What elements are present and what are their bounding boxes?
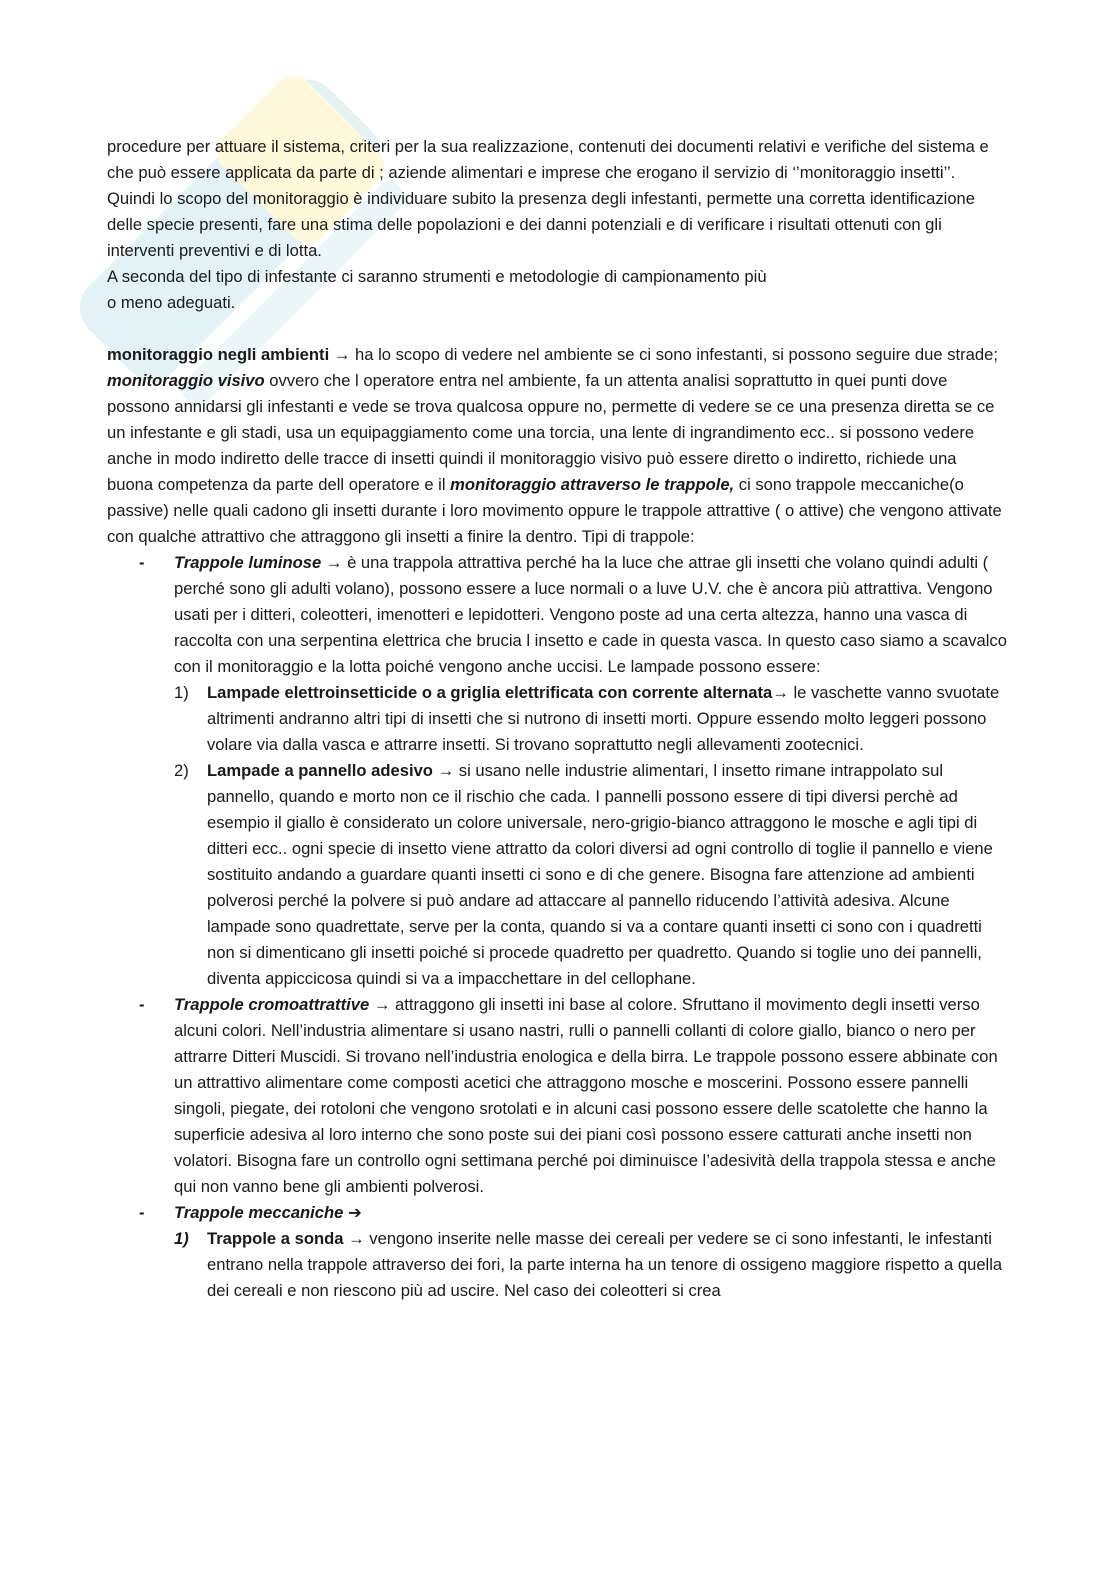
bullet-dash: -	[139, 1203, 145, 1222]
arrow-icon: →	[772, 683, 789, 702]
arrow-icon: →	[437, 761, 455, 780]
item-term: Lampade elettroinsetticide o a griglia elettrificata con corrente alternata	[207, 683, 773, 702]
bullet-dash: -	[139, 995, 145, 1014]
ambienti-paragraph	[107, 342, 1007, 550]
ambienti-text-2: ovvero che l operatore entra nel ambiente, fa un attenta analisi soprattutto in quei punti dove possono annidarsi gli infestanti e vede se trova qualcosa oppure no, permette di vedere se ce una presenza diretta se ce un infestante e gli stadi, usa un equipaggiamento come una torcia, una lente di ingrandimento ecc.. si possono vedere anche in modo indiretto delle tracce di insetti quindi il monitoraggio visivo può essere diretto o indiretto, richiede una buona competenza da parte dell operatore e il	[107, 371, 995, 494]
intro-paragraph-1: procedure per attuare il sistema, criteri per la sua realizzazione, contenuti dei documenti relativi e verifiche del sistema e che può essere applicata da parte di ; aziende alimentari e imprese che erogano il servizio di ‘’monitoraggio insetti’’.	[107, 137, 989, 182]
numbered-item-sonda	[107, 1226, 1007, 1304]
visivo-term: monitoraggio visivo	[107, 371, 265, 390]
item-number: 2)	[174, 761, 189, 780]
arrow-icon: →	[373, 995, 391, 1014]
paragraph-gap	[107, 316, 1007, 342]
arrow-icon: →	[333, 345, 351, 364]
bullet-cromoattrattive	[107, 992, 1007, 1200]
numbered-item-2	[107, 758, 1007, 992]
arrow-icon: →	[325, 553, 343, 572]
arrow-icon: →	[348, 1229, 365, 1248]
document-page	[107, 134, 1007, 1304]
cromo-text: attraggono gli insetti ini base al colore. Sfruttano il movimento degli insetti verso alcuni colori. Nell’industria alimentare si usano nastri, rulli o pannelli collanti di colore giallo, bianco o nero per attrarre Ditteri Muscidi. Si trovano nell’industria enologica e della birra. Le trappole possono essere abbinate con un attrattivo alimentare come composti acetici che attraggono mosche e moscerini. Possono essere pannelli singoli, piegate, dei rotoloni che vengono srotolati e in alcuni casi possono essere delle scatolette che hanno la superficie adesiva al loro interno che sono poste sui dei piani così possono essere catturati anche insetti non volatori. Bisogna fare un controllo ogni settimana perché poi diminuisce l’adesività della trappola stessa e anche qui non vanno bene gli ambienti polverosi.	[174, 995, 998, 1196]
trappole-term: monitoraggio attraverso le trappole,	[450, 475, 735, 494]
item-term: Lampade a pannello adesivo	[207, 761, 433, 780]
arrow-icon: ➔	[348, 1203, 362, 1222]
item-number: 1)	[174, 1229, 189, 1248]
item-text: vengono inserite nelle masse dei cereali per vedere se ci sono infestanti, le infestanti entrano nella trappole attraverso dei fori, la parte interna ha un tenore di ossigeno maggiore rispetto a quella dei cereali e non riescono più ad uscire. Nel caso dei coleotteri si crea	[207, 1229, 1003, 1300]
bullet-luminose	[107, 550, 1007, 680]
cromo-term: Trappole cromoattrattive	[174, 995, 370, 1014]
ambienti-text-3: ci sono trappole meccaniche(o passive) nelle quali cadono gli insetti durante i loro movimento oppure le trappole attrattive ( o attive) che vengono attivate con qualche attrattivo che attraggono gli insetti a finire la dentro. Tipi di trappole:	[107, 475, 1002, 546]
item-number: 1)	[174, 683, 189, 702]
item-text: le vaschette vanno svuotate altrimenti andranno altri tipi di insetti che si nutrono di insetti morti. Oppure essendo molto leggeri possono volare via dalla vasca e attrarre insetti. Si trovano soprattutto negli allevamenti zootecnici.	[207, 683, 1000, 754]
intro-paragraph-2: Quindi lo scopo del monitoraggio è individuare subito la presenza degli infestanti, permette una corretta identificazione delle specie presenti, fare una stima delle popolazioni e dei danni potenziali e di verificare i risultati ottenuti con gli interventi preventivi e di lotta.	[107, 189, 976, 260]
luminose-term: Trappole luminose	[174, 553, 322, 572]
intro-paragraph-3b: o meno adeguati.	[107, 293, 236, 312]
luminose-text: è una trappola attrattiva perché ha la luce che attrae gli insetti che volano quindi adulti ( perché sono gli adulti volano), possono essere a luce normali o a luve U.V. che è ancora più attrattiva. Vengono usati per i ditteri, coleotteri, imenotteri e lepidotteri. Vengono poste ad una certa altezza, hanno una vasca di raccolta con una serpentina elettrica che brucia l insetto e cade in questa vasca. In questo caso siamo a scavalco con il monitoraggio e la lotta poiché vengono anche uccisi. Le lampade possono essere:	[174, 553, 1007, 676]
bullet-dash: -	[139, 553, 145, 572]
meccaniche-term: Trappole meccaniche	[174, 1203, 344, 1222]
bullet-meccaniche	[107, 1200, 1007, 1226]
intro-paragraph-3a: A seconda del tipo di infestante ci saranno strumenti e metodologie di campionamento più	[107, 267, 767, 286]
ambienti-term: monitoraggio negli ambienti	[107, 345, 330, 364]
item-term: Trappole a sonda	[207, 1229, 344, 1248]
numbered-item-1	[107, 680, 1007, 758]
ambienti-text-1: ha lo scopo di vedere nel ambiente se ci sono infestanti, si possono seguire due strade;	[350, 345, 998, 364]
item-text: si usano nelle industrie alimentari, l insetto rimane intrappolato sul pannello, quando e morto non ce il rischio che cada. I pannelli possono essere di tipi diversi perchè ad esempio il giallo è considerato un colore universale, nero-grigio-bianco attraggono le mosche e agli tipi di ditteri ecc.. ogni specie di insetto viene attratto da colori diversi ad ogni controllo di toglie il pannello e viene sostituito andando a guardare quanti insetti ci sono e di che genere. Bisogna fare attenzione ad ambienti polverosi perché la polvere si può andare ad attaccare al pannello riducendo l’attività adesiva. Alcune lampade sono quadrettate, serve per la conta, quando si va a contare quanti insetti ci sono con i quadretti non si dimenticano gli insetti poiché si procede quadretto per quadretto. Quando si toglie uno dei pannelli, diventa appiccicosa quindi si va a impacchettare in del cellophane.	[207, 761, 993, 988]
